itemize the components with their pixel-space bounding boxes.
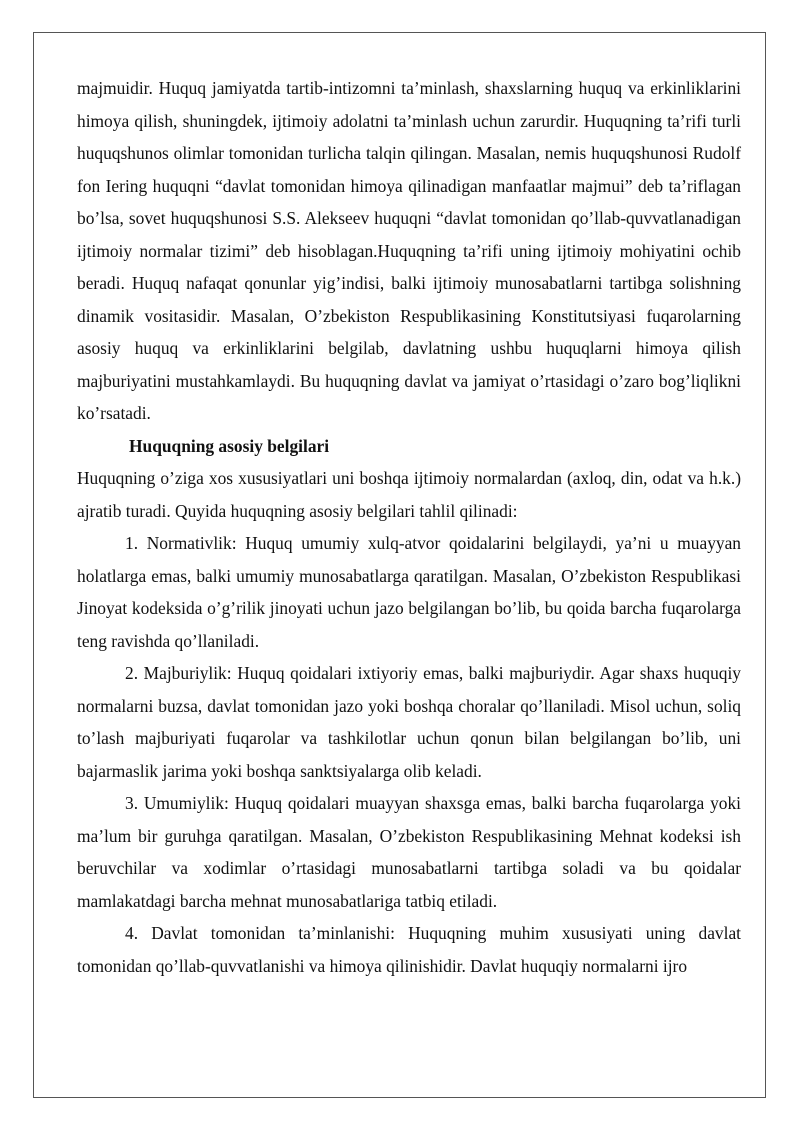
paragraph-overview: Huquqning o’ziga xos xususiyatlari uni boshqa ijtimoiy normalardan (axloq, din, odat va h.k.) ajratib turadi. Quyida huquqning asosiy belgilari tahlil qilinadi:: [77, 468, 741, 521]
paragraph-intro: majmuidir. Huquq jamiyatda tartib-intizomni ta’minlash, shaxslarning huquq va erkinliklarini himoya qilish, shuningdek, ijtimoiy adolatni ta’minlash uchun zarurdir. Huquqning ta’rifi turli huquqshunos olimlar tomonidan turlicha talqin qilingan. Masalan, nemis huquqshunosi Rudolf fon Iering huquqni “davlat tomonidan himoya qilinadigan manfaatlar majmui” deb ta’riflagan bo’lsa, sovet huquqshunosi S.S. Alekseev huquqni “davlat tomonidan qo’llab-quvvatlanadigan ijtimoiy normalar tizimi” deb hisoblagan.Huquqning ta’rifi uning ijtimoiy mohiyatini ochib beradi. Huquq nafaqat qonunlar yig’indisi, balki ijtimoiy munosabatlarni tartibga solishning dinamik vositasidir. Masalan, O’zbekiston Respublikasining Konstitutsiyasi fuqarolarning asosiy huquq va erkinliklarini belgilab, davlatning ushbu huquqlarni himoya qilish majburiyatini mustahkamlaydi. Bu huquqning davlat va jamiyat o’rtasidagi o’zaro bog’liqlikni ko’rsatadi.: [77, 78, 741, 423]
document-body: [77, 72, 741, 982]
list-item-majburiylik: 2. Majburiylik: Huquq qoidalari ixtiyoriy emas, balki majburiydir. Agar shaxs huquqiy normalarni buzsa, davlat tomonidan jazo yoki boshqa choralar qo’llaniladi. Misol uchun, soliq to’lash majburiyati fuqarolar va tashkilotlar uchun qonun bilan belgilangan bo’lib, uni bajarmaslik jarima yoki boshqa sanktsiyalarga olib keladi.: [77, 663, 741, 781]
list-item-umumiylik: 3. Umumiylik: Huquq qoidalari muayyan shaxsga emas, balki barcha fuqarolarga yoki ma’lum bir guruhga qaratilgan. Masalan, O’zbekiston Respublikasining Mehnat kodeksi ish beruvchilar va xodimlar o’rtasidagi munosabatlarni tartibga soladi va bu qoidalar mamlakatdagi barcha mehnat munosabatlariga tatbiq etiladi.: [77, 793, 741, 911]
list-item-davlat: 4. Davlat tomonidan ta’minlanishi: Huquqning muhim xususiyati uning davlat tomonidan qo’llab-quvvatlanishi va himoya qilinishidir. Davlat huquqiy normalarni ijro: [77, 923, 741, 976]
list-item-normativlik: 1. Normativlik: Huquq umumiy xulq-atvor qoidalarini belgilaydi, ya’ni u muayyan holatlarga emas, balki umumiy munosabatlarga qaratilgan. Masalan, O’zbekiston Respublikasi Jinoyat kodeksida o’g’rilik jinoyati uchun jazo belgilangan bo’lib, bu qoida barcha fuqarolarga teng ravishda qo’llaniladi.: [77, 533, 741, 651]
section-heading: Huquqning asosiy belgilari: [129, 435, 330, 456]
